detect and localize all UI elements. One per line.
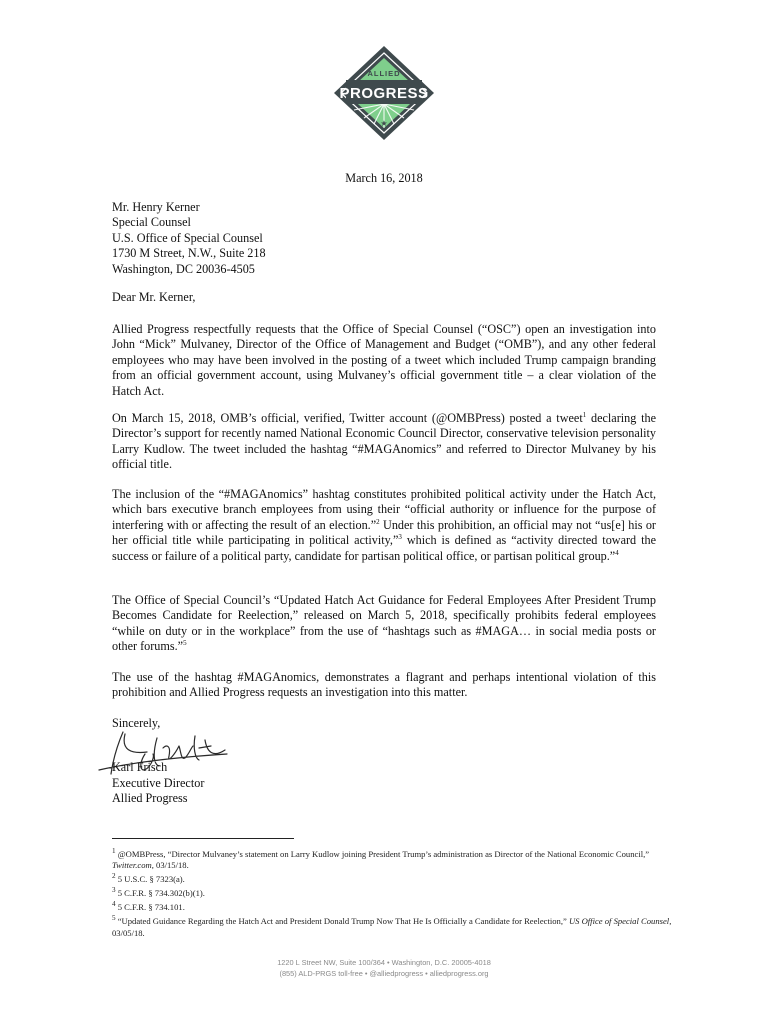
paragraph-text: Under this prohibition, an official may not “us[e] his or her official title while participating in political activity,” [112,517,656,548]
address-line: Mr. Henry Kerner [112,200,200,214]
footnote-number: 1 [112,847,116,855]
allied-progress-logo [330,44,438,142]
signer-title: Executive Director [112,775,205,790]
paragraph-1: Allied Progress respectfully requests that the Office of Special Counsel (“OSC”) open an investigation into John “Mick” Mulvaney, Director of the Office of Management and Budget (“OMB”), and any other federal employees who may have been involved in the posting of a tweet which included Trump campaign branding from an official government account, using Mulvaney’s official government title – a clear violation of the Hatch Act. [112,322,656,398]
footnote-date: , 03/05/18. [112,916,672,938]
address-line: 1730 M Street, N.W., Suite 218 [112,246,266,261]
svg-text:ALLIED: ALLIED [367,69,401,78]
footnote-number: 4 [112,900,116,909]
footnote-text: 5 C.F.R. § 734.101. [115,902,185,913]
paragraph-5: The use of the hashtag #MAGAnomics, demonstrates a flagrant and perhaps intentional violation of this prohibition and Allied Progress requests an investigation into this matter. [112,670,656,700]
paragraph-2 [112,411,656,473]
signer-block [112,760,204,807]
footnote-number: 5 [112,914,116,923]
footnote-1 [112,846,672,871]
footer-contact: (855) ALD-PRGS toll-free • @alliedprogress • alliedprogress.org [279,968,489,978]
recipient-address [112,200,266,277]
letter-date: March 16, 2018 [345,171,423,185]
footnote-source: US Office of Special Counsel [568,916,670,927]
signer-organization: Allied Progress [112,791,188,806]
footnotes [112,846,672,939]
footnote-divider [112,838,294,839]
footnote-ref: 1 [582,410,587,419]
address-line: U.S. Office of Special Counsel [112,230,263,245]
address-line: Special Counsel [112,215,191,230]
salutation: Dear Mr. Kerner, [112,290,196,304]
footnote-source: Twitter.com [112,860,152,871]
footnote-4 [112,899,672,913]
letterhead-footer [0,958,768,979]
svg-text:★: ★ [380,119,388,128]
address-line: Washington, DC 20036-4505 [112,261,255,276]
footnote-text: “Updated Guidance Regarding the Hatch Act and President Donald Trump Now That He Is Officially a Candidate for Reelection,” [115,916,569,927]
paragraph-text: declaring the Director’s support for recently named National Economic Council Director, conservative television personality Larry Kudlow. The tweet included the hashtag “#MAGAnomics” and referred to Director Mulvaney by his official title. [112,411,656,472]
signer-name: Karl Frisch [112,760,168,774]
footnote-date: , 03/15/18. [151,860,189,871]
footnote-number: 3 [112,886,116,895]
paragraph-text: which is defined as “activity directed toward the success or failure of a political party, candidate for partisan political office, or partisan political group.” [112,533,656,563]
footnote-5 [112,913,672,938]
paragraph-text: The Office of Special Council’s “Updated Hatch Act Guidance for Federal Employees After President Trump Becomes Candidate for Reelection,” released on March 5, 2018, specifically prohibits federal employees “while on duty or in the workplace” from the use of “hashtags such as #MAGA… in social media posts or other forums.” [112,593,656,654]
footnote-3 [112,885,672,899]
logo-badge-icon [330,44,438,142]
footnote-number: 2 [112,872,116,881]
footnote-ref: 3 [398,533,402,542]
footnote-text: 5 U.S.C. § 7323(a). [115,874,185,885]
paragraph-3 [112,487,656,564]
paragraph-text: On March 15, 2018, OMB’s official, verified, Twitter account (@OMBPress) posted a tweet [112,411,583,425]
paragraph-text: The inclusion of the “#MAGAnomics” hashtag constitutes prohibited political activity under the Hatch Act, which bars executive branch employees from using their “official authority or influence for the purpose of interfering with or affecting the result of an election.” [112,487,656,532]
footnote-text: 5 C.F.R. § 734.302(b)(1). [115,888,205,899]
footnote-ref: 2 [376,517,380,526]
paragraph-4 [112,593,656,655]
footnote-ref: 4 [615,548,619,557]
footnote-2 [112,871,672,885]
footnote-ref: 5 [183,639,187,648]
svg-text:PROGRESS: PROGRESS [339,85,429,102]
footer-address: 1220 L Street NW, Suite 100/364 • Washington, D.C. 20005-4018 [277,958,491,967]
footnote-text: @OMBPress, “Director Mulvaney’s statement on Larry Kudlow joining President Trump’s administration as Director of the National Economic Council,” [115,848,650,859]
closing: Sincerely, [112,716,161,730]
